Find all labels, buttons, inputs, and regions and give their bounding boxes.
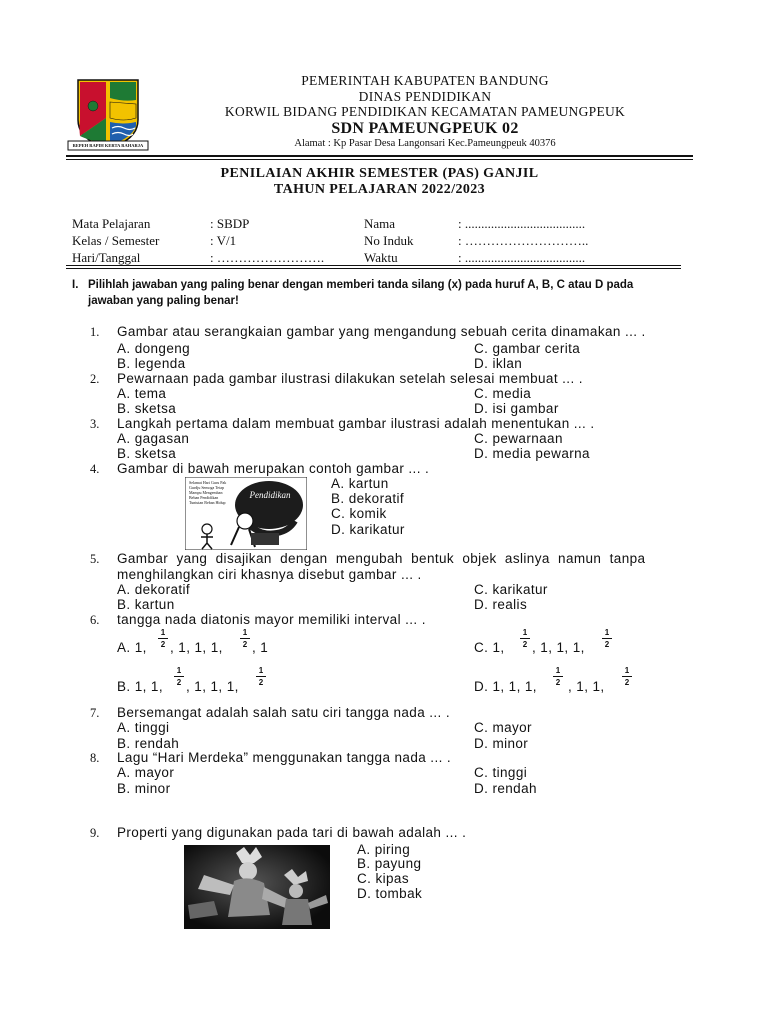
day-label: Hari/Tanggal [72,250,141,265]
question-text: tangga nada diatonis mayor memiliki interval ... . [117,612,426,627]
option-b[interactable]: B. kartun [117,597,175,612]
exam-title: PENILAIAN AKHIR SEMESTER (PAS) GANJIL [220,166,539,181]
student-number-label: No Induk [364,233,414,248]
option-c[interactable]: C. komik [331,506,387,521]
fraction-half: 1 2 [240,628,250,649]
option-d-part-2[interactable]: , 1, 1, [568,679,605,694]
caricature-sack-label: Pendidikan [249,490,291,500]
question-number: 5. [90,552,100,566]
question-number: 2. [90,372,100,386]
option-a[interactable]: A. dongeng [117,341,191,356]
fraction-half: 1 2 [553,666,563,687]
option-d-part-1[interactable]: D. 1, 1, 1, [474,679,537,694]
instruction-number: I. [72,279,79,291]
fraction-half: 1 2 [622,666,632,687]
option-b[interactable]: B. dekoratif [331,491,405,506]
question-number: 7. [90,706,100,720]
question-number: 4. [90,462,100,476]
exam-year: TAHUN PELAJARAN 2022/2023 [273,182,486,197]
fraction-half: 1 2 [158,628,168,649]
question-text: Lagu “Hari Merdeka” menggunakan tangga nada ... . [117,750,452,765]
name-field[interactable]: : ..................................... [458,216,586,231]
fraction-half: 1 2 [520,628,530,649]
option-b[interactable]: B. minor [117,781,171,796]
question-text: Langkah pertama dalam membuat gambar ilustrasi adalah menentukan ... . [117,416,595,431]
option-c[interactable]: C. pewarnaan [474,431,563,446]
day-field[interactable]: : ……………………. [210,250,325,265]
option-d[interactable]: D. rendah [474,781,537,796]
option-a[interactable]: A. tema [117,386,167,401]
option-a[interactable]: A. tinggi [117,720,170,735]
option-c-part-1[interactable]: C. 1, [474,640,505,655]
name-label: Nama [364,216,396,231]
option-c[interactable]: C. gambar cerita [474,341,581,356]
option-a[interactable]: A. mayor [117,765,175,780]
identity-divider-2 [66,268,681,269]
fan-dance-photo [184,845,330,929]
question-text: Bersemangat adalah salah satu ciri tangga nada ... . [117,705,451,720]
fraction-half: 1 2 [602,628,612,649]
question-text: Properti yang digunakan pada tari di bawah adalah ... . [117,825,467,840]
option-d[interactable]: D. realis [474,597,528,612]
question-text: Pewarnaan pada gambar ilustrasi dilakukan setelah selesai membuat ... . [117,371,583,386]
option-c[interactable]: C. mayor [474,720,532,735]
instruction-line-1: Pilihlah jawaban yang paling benar dengan memberi tanda silang (x) pada huruf A, B, C atau D pada [88,279,634,291]
identity-divider-1 [66,265,681,266]
option-c-part-2[interactable]: , 1, 1, 1, [532,640,585,655]
option-c[interactable]: C. media [474,386,532,401]
option-b[interactable]: B. sketsa [117,446,177,461]
option-d[interactable]: D. media pewarna [474,446,590,461]
class-label: Kelas / Semester [72,233,160,248]
fraction-half: 1 2 [256,666,266,687]
header-divider-thin [66,159,693,160]
option-d[interactable]: D. minor [474,736,529,751]
option-b[interactable]: B. sketsa [117,401,177,416]
question-number: 9. [90,826,100,840]
option-d[interactable]: D. karikatur [331,522,405,537]
subject-label: Mata Pelajaran [72,216,151,231]
logo-ribbon-text: REPEH RAPIH KERTA RAHARJA [72,143,144,148]
header-address: Alamat : Kp Pasar Desa Langonsari Kec.Pameungpeuk 40376 [294,138,556,149]
instruction-line-2: jawaban yang paling benar! [88,295,239,307]
question-text-line-2: menghilangkan ciri khasnya disebut gambar ... . [117,567,422,582]
caricature-note: Selamat Hari Guru Pak Gurdju Semoga Tetap Mampu Mengemban Beban Pendidikan Tuntutan Beban Hidup [189,480,227,505]
option-d[interactable]: D. isi gambar [474,401,559,416]
time-field[interactable]: : ..................................... [458,250,586,265]
header-district: KORWIL BIDANG PENDIDIKAN KECAMATAN PAMEUNGPEUK [224,104,626,119]
class-value: : V/1 [210,233,237,248]
option-b-part-2[interactable]: , 1, 1, 1, [186,679,239,694]
option-c[interactable]: C. kipas [357,871,409,886]
option-d[interactable]: D. tombak [357,886,423,901]
student-number-field[interactable]: : ……………………….. [458,233,589,248]
question-text: Gambar di bawah merupakan contoh gambar ... . [117,461,430,476]
option-b[interactable]: B. legenda [117,356,186,371]
header-agency: DINAS PENDIDIKAN [358,89,492,104]
option-b-part-1[interactable]: B. 1, 1, [117,679,163,694]
question-number: 8. [90,751,100,765]
subject-value: : SBDP [210,216,250,231]
option-a[interactable]: A. kartun [331,476,389,491]
time-label: Waktu [364,250,398,265]
header-school-name: SDN PAMEUNGPEUK 02 [331,120,519,137]
question-text-line-1: Gambar yang disajikan dengan mengubah bentuk objek aslinya namun tanpa [117,551,646,566]
regency-logo [66,78,150,154]
question-number: 1. [90,325,100,339]
option-a[interactable]: A. gagasan [117,431,190,446]
option-a-part-3[interactable]: , 1 [252,640,269,655]
fraction-half: 1 2 [174,666,184,687]
option-d[interactable]: D. iklan [474,356,523,371]
option-a-part-1[interactable]: A. 1, [117,640,147,655]
question-text: Gambar atau serangkaian gambar yang mengandung sebuah cerita dinamakan ... . [117,324,646,339]
option-a[interactable]: A. piring [357,842,411,857]
question-number: 6. [90,613,100,627]
dance-photo [184,845,330,929]
option-b[interactable]: B. payung [357,856,422,871]
header-divider-thick [66,155,693,157]
option-c[interactable]: C. karikatur [474,582,548,597]
option-b[interactable]: B. rendah [117,736,180,751]
caricature-image [185,477,307,550]
option-c[interactable]: C. tinggi [474,765,528,780]
header-government: PEMERINTAH KABUPATEN BANDUNG [301,73,549,88]
question-number: 3. [90,417,100,431]
option-a-part-2[interactable]: , 1, 1, 1, [170,640,223,655]
option-a[interactable]: A. dekoratif [117,582,191,597]
